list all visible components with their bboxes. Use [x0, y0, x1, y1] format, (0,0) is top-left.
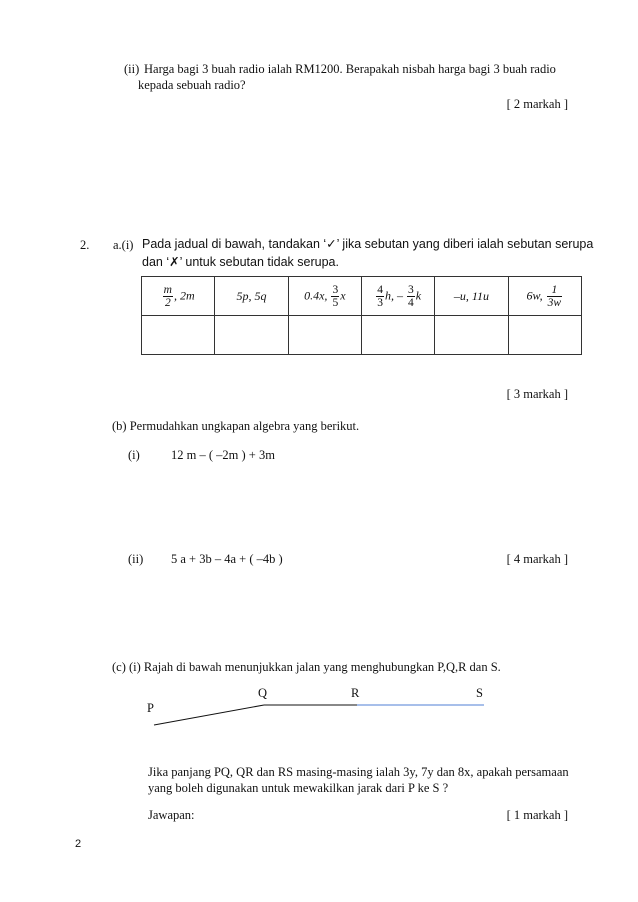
- term-cell-2: 5p, 5q: [215, 277, 288, 316]
- fraction: $\frac{3}{5}$: [332, 283, 339, 309]
- point-s-label: S: [476, 686, 483, 700]
- q2a-instruction-line2: dan ‘✗’ untuk sebutan tidak serupa.: [142, 255, 339, 269]
- fraction: $\frac{3}{4}$: [407, 283, 414, 309]
- q2b-i-label: (i): [128, 448, 140, 462]
- page-number: 2: [75, 838, 82, 850]
- fraction: $\frac{m}{2}$: [163, 283, 172, 309]
- q2c-text-line2: yang boleh digunakan untuk mewakilkan jarak dari P ke S ?: [148, 781, 449, 795]
- term-cell-4: $\frac{4}{3}$ h, – $\frac{3}{4}$ k: [361, 277, 434, 316]
- term-cell-1: $\frac{m}{2}$ , 2m: [142, 277, 215, 316]
- q2c-instruction: (c) (i) Rajah di bawah menunjukkan jalan yang menghubungkan P,Q,R dan S.: [112, 660, 501, 674]
- q1-part-label: (ii): [124, 62, 140, 76]
- q2b-marks: [ 4 markah ]: [506, 552, 568, 566]
- fraction: $\frac{1}{3w}$: [547, 283, 562, 309]
- point-q-label: Q: [258, 686, 268, 700]
- q2b-i-expression: 12 m – ( –2m ) + 3m: [171, 448, 275, 462]
- q2-number: 2.: [80, 238, 90, 252]
- answer-label: Jawapan:: [148, 808, 195, 822]
- q1-marks: [ 2 markah ]: [506, 97, 568, 111]
- term-cell-3: 0.4x, $\frac{3}{5}$ x: [288, 277, 361, 316]
- q2b-ii-expression: 5 a + 3b – 4a + ( –4b ): [171, 552, 283, 566]
- q2a-label: a.(i): [113, 238, 134, 252]
- q2c-text-line1: Jika panjang PQ, QR dan RS masing-masing ialah 3y, 7y dan 8x, apakah persamaan: [148, 765, 569, 779]
- point-p-label: P: [147, 701, 154, 715]
- point-r-label: R: [351, 686, 360, 700]
- fraction: $\frac{4}{3}$: [377, 283, 383, 309]
- segment-pq: [154, 705, 264, 725]
- q2c-marks: [ 1 markah ]: [506, 808, 568, 822]
- q2b-instruction: (b) Permudahkan ungkapan algebra yang berikut.: [112, 419, 360, 433]
- q2b-ii-label: (ii): [128, 552, 144, 566]
- term-cell-5: –u, 11u: [435, 277, 508, 316]
- q1-text-line2: kepada sebuah radio?: [138, 78, 246, 92]
- q1-text-line1: Harga bagi 3 buah radio ialah RM1200. Berapakah nisbah harga bagi 3 buah radio: [144, 62, 556, 76]
- q2a-instruction-line1: Pada jadual di bawah, tandakan ‘✓’ jika sebutan yang diberi ialah sebutan serupa: [142, 237, 594, 251]
- q2a-marks: [ 3 markah ]: [506, 387, 568, 401]
- term-cell-6: 6w, $\frac{1}{3w}$: [508, 277, 581, 316]
